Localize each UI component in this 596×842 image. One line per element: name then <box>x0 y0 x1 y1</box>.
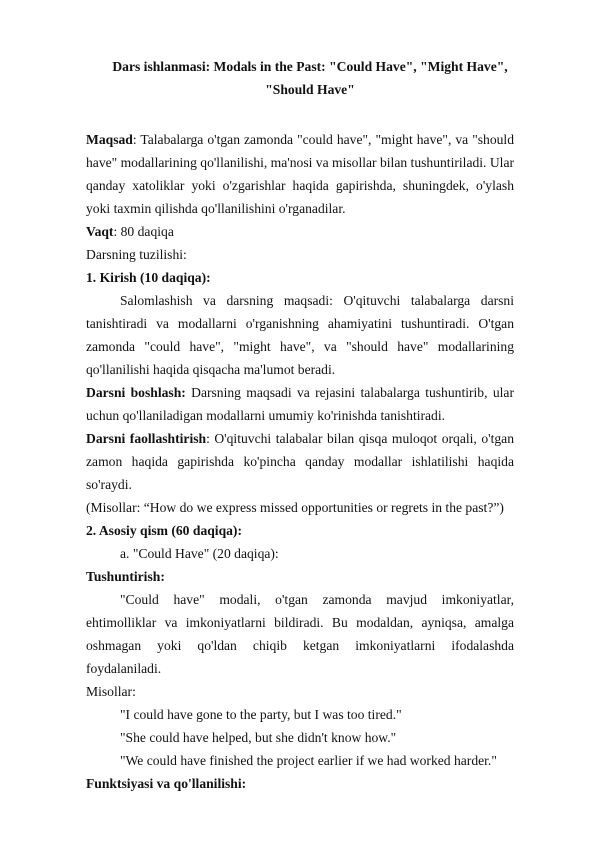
faollashtirish-label: Darsni faollashtirish <box>86 431 207 446</box>
darsni-boshlash-label: Darsni boshlash: <box>86 385 186 400</box>
example-item: "I could have gone to the party, but I was too tired." <box>120 707 402 722</box>
section2-heading-text: 2. Asosiy qism (60 daqiqa): <box>86 523 242 538</box>
tushuntirish-heading <box>86 565 514 588</box>
funksiya-heading <box>86 772 514 795</box>
document-body <box>86 128 514 795</box>
darsni-boshlash-text: Darsning maqsadi va rejasini talabalarga tushuntirib, ular uchun qo'llaniladigan modallarni umumiy ko'rinishda tanishtiradi. <box>86 385 514 423</box>
section2-heading <box>86 519 514 542</box>
section1-heading-text: 1. Kirish (10 daqiqa): <box>86 270 211 285</box>
vaqt-text: : 80 daqiqa <box>113 224 174 239</box>
darsni-boshlash-paragraph <box>86 381 514 427</box>
could-have-paragraph: "Could have" modali, o'tgan zamonda mavjud imkoniyatlar, ehtimolliklar va imkoniyatlarni bildiradi. Bu modaldan, ayniqsa, amalga oshmagan yoki qo'ldan chiqib ketgan imkoniyatlarni ifodalashda foydalaniladi. <box>86 592 514 676</box>
funksiya-label: Funktsiyasi va qo'llanilishi: <box>86 776 247 791</box>
vaqt-label: Vaqt <box>86 224 114 239</box>
misollar-question: (Misollar: “How do we express missed opportunities or regrets in the past?”) <box>86 500 504 515</box>
structure-label: Darsning tuzilishi: <box>86 247 187 262</box>
faollashtirish-text: : O'qituvchi talabalar bilan qisqa muloqot orqali, o'tgan zamon haqida gapirishda ko'pincha qanday modallar ishlatilishi haqida so'raydi. <box>86 431 514 492</box>
vaqt-paragraph <box>86 220 514 243</box>
misollar-label: Misollar: <box>86 684 136 699</box>
maqsad-label: Maqsad <box>86 132 133 147</box>
page-title: Dars ishlanmasi: Modals in the Past: "Could Have", "Might Have", "Should Have" <box>112 59 508 97</box>
faollashtirish-paragraph <box>86 427 514 496</box>
example-item: "She could have helped, but she didn't know how." <box>120 730 397 745</box>
tushuntirish-label: Tushuntirish: <box>86 569 165 584</box>
maqsad-text: : Talabalarga o'tgan zamonda "could have", "might have", va "should have" modallarining qo'llanilishi, ma'nosi va misollar bilan tushuntiriladi. Ular qanday xatoliklar yoki o'zgarishlar haqida gapirishda, shuningdek, o'ylash yoki taxmin qilishda qo'llanilishini o'rganadilar. <box>86 132 515 216</box>
section1-heading <box>86 266 514 289</box>
example-item: "We could have finished the project earlier if we had worked harder." <box>120 753 497 768</box>
maqsad-paragraph <box>86 128 514 220</box>
section1-paragraph: Salomlashish va darsning maqsadi: O'qituvchi talabalarga darsni tanishtiradi va modallarni o'rganishning ahamiyatini tushuntiradi. O'tgan zamonda "could have", "might have", va "should have" modallarining qo'llanilishi haqida qisqacha ma'lumot beradi. <box>86 293 514 377</box>
subsection-a-heading: a. "Could Have" (20 daqiqa): <box>120 546 279 561</box>
